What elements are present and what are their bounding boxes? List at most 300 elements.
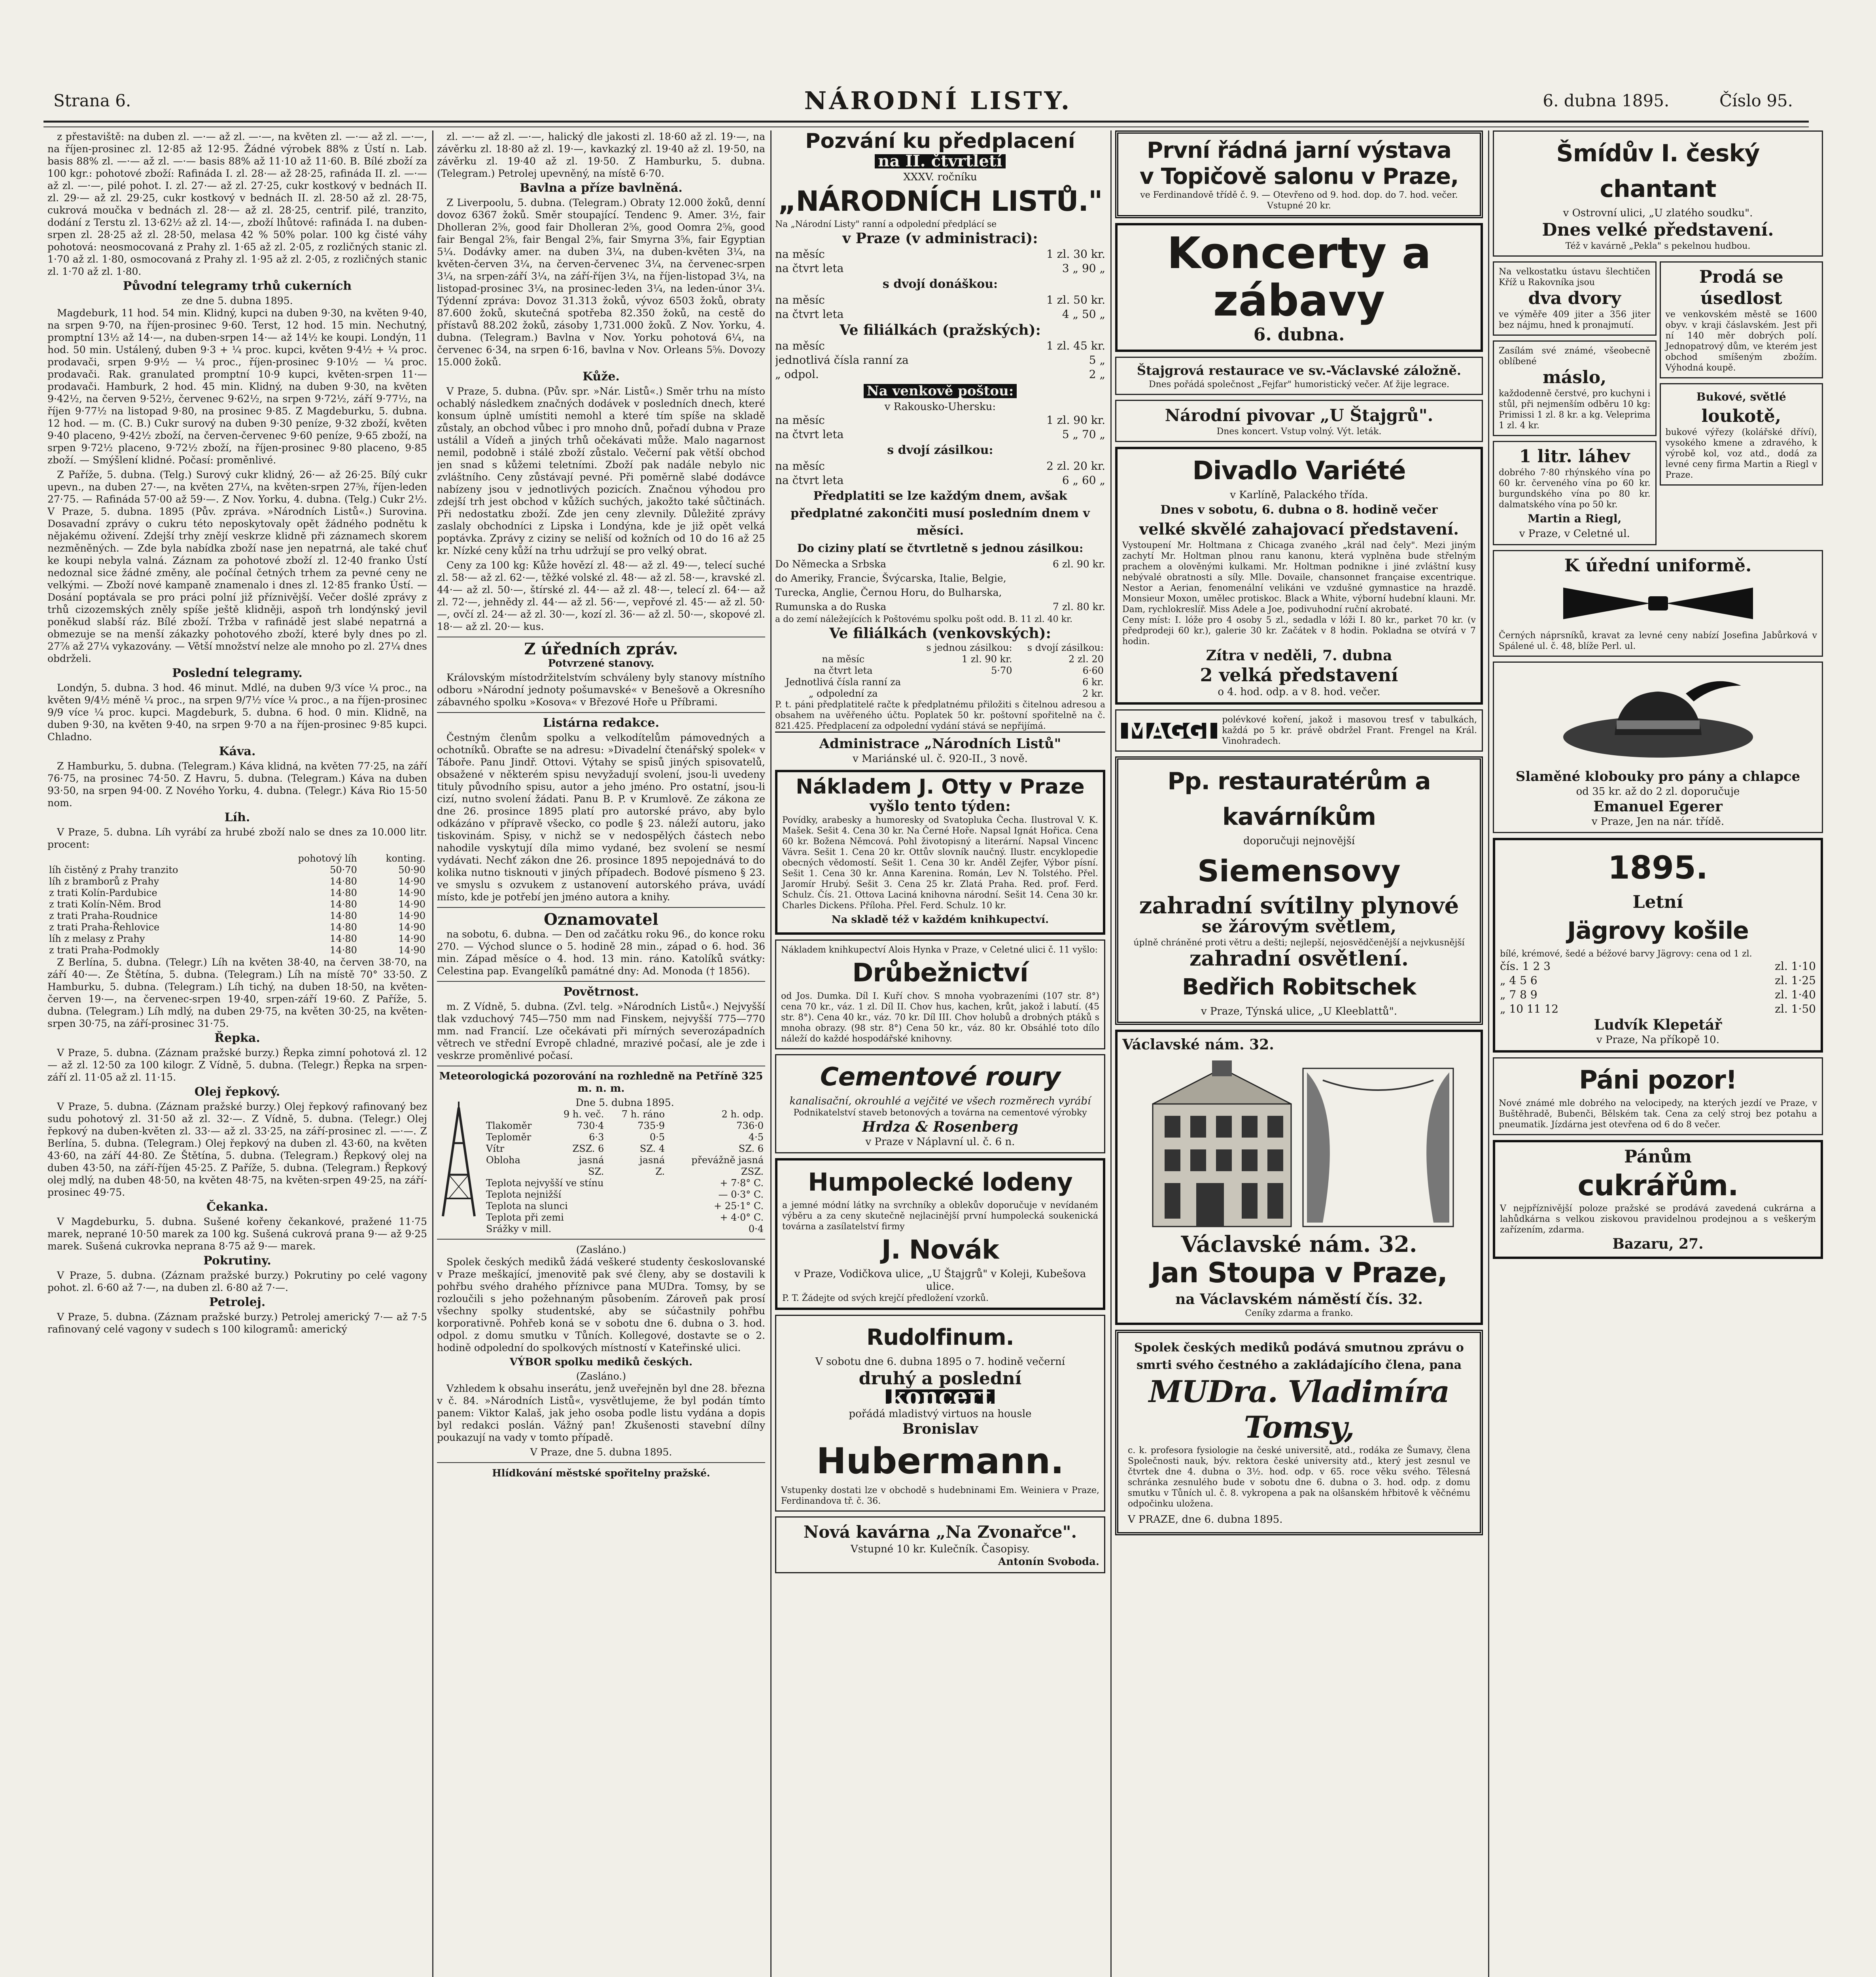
ticket-info: Vstupenky dostati lze v obchodě s hudebninami Em. Weiniera v Praze, Ferdinandova tř. č. 36. bbox=[781, 1486, 1099, 1506]
price-label: „ odpol. bbox=[775, 368, 819, 381]
price-row bbox=[775, 293, 1105, 307]
table-row bbox=[47, 899, 427, 910]
table-cell bbox=[912, 677, 1014, 688]
cement-text: kanalisační, okrouhlé a vejčité ve všech rozměrech vyrábí bbox=[789, 1095, 1091, 1107]
spokes-ad bbox=[1660, 383, 1823, 486]
petroleum-continued: zl. —·— až zl. —·—, halický dle jakosti zl. 18·60 až zl. 19·—, na závěrku zl. 18·80 až zl. 19·—, kavkazký zl. 19·40 až zl. 19·50, na závěrku zl. 19·40 až zl. 19·50. Z Hamburku, 5. dubna. (Telegram.) Petrolej upevněný, na místě 6·70. bbox=[437, 131, 765, 179]
concerts-date: 6. dubna. bbox=[1253, 325, 1345, 345]
notice-text: Vzhledem k obsahu inserátu, jenž uveřejněn byl dne 28. března v č. 84. »Národních Listů«, vysvětlujeme, že byl podán tímto panem: Viktor Kalaš, jak jeho osoba podle listu vydána a dopis byl redakci poslán. Vážný pan! Zkušenosti stavební dílny poukazují na vady v tomto případě. bbox=[437, 1383, 765, 1443]
price-label: na čtvrt leta bbox=[775, 262, 844, 275]
table-row bbox=[484, 1166, 765, 1178]
subscription-ad bbox=[775, 130, 1105, 765]
table-row bbox=[484, 1223, 765, 1235]
price-label: na měsíc bbox=[775, 459, 825, 473]
cafe-sub: Vstupné 10 kr. Kulečník. Časopisy. bbox=[851, 1543, 1030, 1555]
price-value: 6 zl. 90 kr. bbox=[1053, 558, 1105, 570]
table-header: 2 h. odp. bbox=[721, 1109, 764, 1120]
table-row bbox=[47, 887, 427, 899]
article-sugar bbox=[47, 130, 427, 1335]
table-row bbox=[47, 922, 427, 933]
maggi-ad bbox=[1115, 709, 1483, 752]
shirts-address: v Praze, Na příkopě 10. bbox=[1596, 1034, 1719, 1046]
sugar-text: z přestaviště: na duben zl. —·— až zl. —·—, na květen zl. —·— až zl. —·—, na říjen-prosinec zl. 12·85 až 12·95. Žádné výrobek 88% z Ústí n. Lab. basis 88% zl. —·— až zl. —·— basis 88% až 11·10 až 11·60. B. Bílé zboží za 100 kgr.: pohotové zboží: Rafináda I. zl. 28·— až 28·25, rafináda II. zl. —·— až zl. —·—, pilé pohot. I. zl. 27·— až zl. 27·25, cukr kostkový v bednách II. zl. 29·— až zl. 29·25, cukr kostkový v bednách II. zl. 28·50 až zl. 28·75, cukrová moučka v bednách zl. 28·— až zl. 28·25, centrif. pilé, tranzito, dodání z Terstu zl. 13·62½ až zl. 14·—, zboží lhůtové: rafináda I. na duben-srpen zl. 28·25 až zl. 28·50, melasa 42 % 50% polar. 100 kg čisté váhy pohotová: neosmocovaná z Prahy zl. 1·65 až zl. 2·05, z rozličných stanic zl. 1·70 až zl. 1·80, osmocovaná z Prahy zl. 1·95 až zl. 2·05, z rozličných stanic zl. 1·70 až zl. 1·80. bbox=[47, 131, 427, 277]
table-cell: Teplota nejvyšší ve stínu bbox=[486, 1178, 604, 1189]
table-cell: jasná bbox=[579, 1155, 604, 1166]
table-cell: 2 zl. 20 bbox=[1068, 654, 1104, 665]
price-label: na měsíc bbox=[775, 248, 825, 261]
variete-address: v Karlíně, Palackého třída. bbox=[1230, 489, 1368, 501]
administration-address: v Mariánské ul. č. 920-II., 3 nově. bbox=[853, 753, 1028, 765]
price-row bbox=[775, 413, 1105, 427]
humpolec-text: a jemné módní látky na svrchníky a oblekův doporučuje v nevídaném výběru a za ceny skutečně nejlacinější první humpolecká soukenická továrna a zasílatelství firmy bbox=[782, 1200, 1098, 1232]
table-header: pohotový líh bbox=[298, 853, 357, 864]
table-row bbox=[484, 1178, 765, 1189]
shirts-heading: Jägrovy košile bbox=[1567, 917, 1749, 945]
price-label: Do Německa a Srbska bbox=[775, 558, 887, 570]
cotton-heading: Bavlna a příze bavlněná. bbox=[520, 181, 683, 195]
table-cell: líh z melasy z Prahy bbox=[49, 933, 145, 944]
curtains-address-top: Václavské nám. 32. bbox=[1122, 1036, 1274, 1053]
table-row bbox=[775, 665, 1105, 677]
letters-text: Čestným členům spolku a velkodítelům pámovedných a ochotníků. Obraťte se na adresu: »Divadelní čtenářský spolek« v Táboře. Panu Jindř. Ottovi. Výtahy se spisů jiných spisovatelů, obsažené v některém spisu nevyžadují svolení, jsou-li uvedeny tituly původního spisu, autor a jeho jméno. Pro ostatní, jsou-li cizí, nutno svolení žádati. Panu B. P. v Krumlově. Ze zákona ze dne 26. prosince 1895 platí pro autorské právo, aby bylo odkázáno v přípravě všecko, co podle § 23. náleží autoru, jako tiskovinám. Spisy, v nichž se v nedospělých částech nebo nahodile vyskytují díla mimo vydané, bez svolení se nesmí vydávati. Nechť zákon dne 26. prosince 1895 nepojednává to do kolika nutno tisknouti v jiných případech. Bodové písmeno § 23. ve smyslu s ozvukem z ustanovení autorského práva, uvádí místo, kde je potřebí jen jméno autora a knihy. bbox=[437, 732, 765, 903]
abroad-heading: Do ciziny platí se čtvrtletně s jednou zásilkou: bbox=[797, 542, 1084, 555]
exhibition-text: ve Ferdinandově třídě č. 9. — Otevřeno od 9. hod. dop. do 7. hod. večer. Vstupné 20 kr. bbox=[1140, 190, 1458, 211]
estate-ad bbox=[1493, 261, 1657, 336]
column-ads-right bbox=[1493, 130, 1823, 1977]
subscription-intro: Na „Národní Listy" ranní a odpolední předplácí se bbox=[775, 219, 997, 229]
concert-label: koncert bbox=[886, 1389, 995, 1404]
table-cell: na čtvrt leta bbox=[813, 665, 873, 676]
table-cell: 735·9 bbox=[637, 1120, 665, 1131]
double-post-heading: s dvojí zásilkou: bbox=[887, 443, 993, 457]
price-label: do Ameriky, Francie, Švýcarska, Italie, Belgie, Turecka, Anglie, Černou Horu, do Bulharska, Rumunska a do Ruska bbox=[775, 573, 1006, 612]
table-cell: 4·5 bbox=[748, 1132, 764, 1143]
homestead-heading: Prodá se úsedlost bbox=[1699, 267, 1783, 308]
price-label: na čtvrt leta bbox=[775, 474, 844, 487]
otto-publisher-ad bbox=[775, 770, 1105, 935]
price-value: 6 „ 60 „ bbox=[1062, 474, 1105, 487]
otto-footer: Na skladě též v každém knihkupectví. bbox=[831, 914, 1049, 926]
cement-heading: Cementové roury bbox=[820, 1062, 1061, 1092]
table-cell: Teplota nejnižší bbox=[486, 1189, 562, 1200]
price-label: na měsíc bbox=[775, 339, 825, 352]
restaurant-heading: Štajgrová restaurace ve sv.-Václavské záložně. bbox=[1137, 363, 1462, 378]
hynek-text: Nákladem knihkupectví Alois Hynka v Praze, v Celetné ulici č. 11 vyšlo: bbox=[781, 945, 1098, 955]
hat-heading: Slaměné klobouky pro pány a chlapce bbox=[1515, 769, 1800, 784]
concerts-banner bbox=[1115, 223, 1483, 352]
announcer-heading: Oznamovatel bbox=[544, 910, 658, 929]
cement-label: Podnikatelství staveb betonových a továrna na cementové výrobky bbox=[793, 1108, 1087, 1118]
table-cell: ZSZ. bbox=[741, 1166, 764, 1177]
gas-lamp-text: úplně chráněné proti větru a dešti; nejlepší, nejosvědčenější a nejvkusnější bbox=[1133, 938, 1465, 948]
table-header: 9 h. več. bbox=[563, 1109, 604, 1120]
performer-surname: Hubermann. bbox=[816, 1440, 1064, 1482]
price-row bbox=[775, 367, 1105, 382]
table-cell: 736·0 bbox=[736, 1120, 764, 1131]
uniform-heading: K úřední uniformě. bbox=[1564, 556, 1752, 576]
letters-heading: Listárna redakce. bbox=[543, 716, 660, 730]
table-row bbox=[47, 945, 427, 956]
table-cell: Teploměr bbox=[486, 1132, 531, 1143]
date-text: 6. dubna 1895. bbox=[1543, 91, 1670, 110]
table-cell: líh z bramborů z Prahy bbox=[49, 876, 159, 887]
weather-text: m. Z Vídně, 5. dubna. (Zvl. telg. »Národních Listů«.) Nejvyšší tlak vzduchový 745—750 mm nad Finskem, nejvyšší 775—770 mm. nad Francií. Lze očekávati při mírných severozápadních větrech ve střední Evropě chladné, mrazivé počasí, ale je zde i veskrze proměnlivé počasí. bbox=[437, 1001, 765, 1061]
robitschek-name: Bedřich Robitschek bbox=[1182, 974, 1416, 1000]
price-value: zl. 1·40 bbox=[1775, 988, 1816, 1001]
article-trade bbox=[437, 130, 765, 1479]
issue-date bbox=[1543, 85, 1793, 117]
page-number: Strana 6. bbox=[53, 91, 131, 110]
price-row bbox=[1500, 1002, 1816, 1016]
table-cell: 730·4 bbox=[577, 1120, 604, 1131]
telegrams-text: Magdeburk, 11 hod. 54 min. Klidný, kupci na duben 9·30, na květen 9·40, na srpen 9·70, na říjen-prosinec 9·60. Terst, 12 hod. 15 min. Nechutný, promptní 13½ až 14·—, na duben-srpen 14·— až 14½ ke koupi. Londýn, 11 hod. 50 min. Ustálený, duben 9·3 + ¼ proc. kupci, květen 9·4½ + ¼ proc. prodavači, srpen 9·9½ — ¼ proc., říjen-prosinec 9·10½ — ¼ proc. prodavači. Rak. granulated promptní 10·9 kupci, květen-srpen 11·— prodavači. Hamburk, 2 hod. 45 min. Klidný, na duben 9·30, na květen 9·42½, na červen 9·52½, červenec 9·62½, na srpen 9·72½, září 9·77½, na říjen 9·77½ na listopad 9·80, na prosinec 9·85. Z Magdeburku, 5. dubna. 12 hod. — m. (C. B.) Cukr surový na duben 9·30 peníze, 9·32 zboží, květen 9·40 placeno, 9·42½ zboží, na červen-červenec 9·60 peníze, 9·65 zboží, na srpen 9·72½ placeno, 9·72½ zboží, na říjen-prosinec 9·80 placeno, 9·85 zboží. — Smýšlení klidné. Počasí: proměnlivé. bbox=[47, 307, 427, 466]
subscription-title: Pozvání ku předplacení bbox=[805, 130, 1075, 153]
bow-tie-image bbox=[1547, 580, 1769, 627]
table-cell: 14·90 bbox=[398, 910, 426, 921]
price-value: 1 zl. 45 kr. bbox=[1046, 339, 1105, 352]
shirts-firm: Ludvík Klepetář bbox=[1594, 1017, 1722, 1033]
price-row bbox=[775, 427, 1105, 442]
chantant-text: Též v kavárně „Pekla" s pekelnou hudbou. bbox=[1565, 241, 1751, 251]
table-cell: 14·80 bbox=[330, 910, 357, 921]
price-label: „ 10 11 12 bbox=[1500, 1002, 1559, 1015]
rape-text: V Praze, 5. dubna. (Záznam pražské burzy.) Řepka zimní pohotová zl. 12 — až zl. 12·50 za 100 kilogr. Z Vídně, 5. dubna. (Telegr.) Řepka na srpen-září zl. 11·05 až zl. 11·15. bbox=[47, 1047, 427, 1083]
variete-program: Vystoupení Mr. Holtmana z Chicaga zvaného „král nad čely". Mezi jiným zachytí Mr. Holtman plnou ranu kanonu, která vyplněna bude střelným prachem a olověnými kulkami. Mr. Holtman podnikne i jiné zvláštní kusy nebývalé obratnosti a síly. Mlle. Dovaile, chansonnet française excentrique. Nestor a Aerian, fenomenální velikáni ve vzdušné gymnastice na hrazdě. Monsieur Moxon, umělec protiskoc. Black a White, výborní hudební klauni. Mr. Dam, rychlokreslíř. Miss Adele a Joe, podivuhodní ruční akrobaté. bbox=[1122, 541, 1476, 614]
shop-name: Jan Stoupa v Praze, bbox=[1151, 1257, 1447, 1289]
price-row bbox=[1500, 973, 1816, 988]
uniform-text: Černých náprsníků, kravat za levné ceny nabízí Josefina Jabůrková v Spálené ul. č. 48, blíže Perl. ul. bbox=[1499, 631, 1817, 651]
price-label: na čtvrt leta bbox=[775, 428, 844, 441]
price-label: jednotlivá čísla ranní za bbox=[775, 353, 909, 367]
official-text: Královským místodržitelstvím schváleny byly stanovy místního odboru »Národní jednoty pošumavské« v Benešově a Okresního zábavného spolku »Kosova« v Březové Hoře u Příbrami. bbox=[437, 672, 765, 708]
price-row bbox=[775, 459, 1105, 473]
cement-firm: Hrdza & Rosenberg bbox=[862, 1119, 1018, 1135]
rape-heading: Řepka. bbox=[214, 1031, 260, 1045]
poultry-heading: Drůbežnictví bbox=[852, 958, 1028, 988]
table-cell: 14·90 bbox=[398, 876, 426, 887]
estate-details: ve výměře 409 jiter a 356 jiter bez nájmu, hned k pronajmutí. bbox=[1499, 310, 1651, 330]
table-cell: 5·70 bbox=[991, 665, 1012, 676]
confectioners-bazar: Bazaru, 27. bbox=[1612, 1236, 1704, 1252]
table-row bbox=[47, 864, 427, 876]
table-cell: + 25·1° C. bbox=[714, 1200, 764, 1212]
table-row bbox=[484, 1120, 765, 1132]
subscription-note: P. t. páni předplatitelé račte k předplatnému přiložiti s čitelnou adresou a obsahem na uvěřeného účtu. Poplatek 50 kr. poštovní spořitelně na č. 821.425. Předplacení za odpolední vydání stává se nepřijímá. bbox=[775, 700, 1105, 731]
concert-second: druhý a poslední bbox=[859, 1368, 1022, 1389]
price-value: 1 zl. 30 kr. bbox=[1046, 248, 1105, 261]
concert-sub: pořádá mladistvý virtuos na housle bbox=[849, 1408, 1032, 1420]
novak-name: J. Novák bbox=[881, 1234, 999, 1265]
obituary-name: MUDra. Vladimíra Tomsy, bbox=[1148, 1374, 1450, 1445]
price-row bbox=[775, 261, 1105, 276]
concert-date: V sobotu dne 6. dubna 1895 o 7. hodině večerní bbox=[815, 1356, 1065, 1368]
wine-bottle-ad bbox=[1493, 441, 1657, 545]
gas-lamp-sub: doporučuji nejnovější bbox=[1243, 835, 1355, 847]
estate-text: Na velkostatku ústavu šlechtičen Kříž u Rakovníka jsou bbox=[1499, 267, 1651, 287]
table-cell: 14·90 bbox=[398, 945, 426, 956]
paper-name: „NÁRODNÍCH LISTŮ." bbox=[778, 185, 1103, 217]
variete-two-shows-time: o 4. hod. odp. a v 8. hod. večer. bbox=[1218, 686, 1381, 698]
table-cell: líh čistěný z Prahy tranzito bbox=[49, 864, 178, 875]
table-row bbox=[484, 1212, 765, 1223]
issue-number: Číslo 95. bbox=[1719, 91, 1793, 110]
table-row bbox=[484, 1132, 765, 1143]
wine-text: dobrého 7·80 rhýnského vína po 60 kr. červeného vína po 60 kr. burgundského vína po 80 kr. dalmatského vína po 50 kr. bbox=[1499, 468, 1651, 510]
divider bbox=[437, 712, 765, 713]
table-cell: 14·80 bbox=[330, 933, 357, 944]
medic-text: Spolek českých mediků žádá veškeré studenty českoslovanské v Praze meškající, jmenovitě pak své členy, aby se dostavili k pohřbu svého drahého příznivce pana MUDra. Tomsy, by se rozloučili s jeho požehnaným působením. Zároveň pak prosí všechny spolky studentské, aby se súčastnily pohřbu korporativně. Pohřeb koná se v sobotu dne 6. dubna o 3. hod. odpol. z domu smutku v Tůních. Kollegové, dostavte se o 2. hodině odpolední do spolkových místností v Kateřinské ulici. bbox=[437, 1256, 765, 1353]
masthead: NÁRODNÍ LISTY. bbox=[804, 86, 1072, 115]
country-heading: Na venkově poštou: bbox=[864, 384, 1017, 398]
table-cell: + 7·8° C. bbox=[720, 1178, 764, 1189]
oil-text: V Praze, 5. dubna. (Záznam pražské burzy.) Olej řepkový rafinovaný bez sudu pohotový zl. 31·50 až zl. 32·—. Z Vídně, 5. dubna. (Telegr.) Olej řepkový na duben-květen zl. 33·— až zl. 33·25, na září-prosinec zl. —·—. Z Berlína, 5. dubna. (Telegram.) Olej řepkový na duben zl. 43·60, na květen 43·60, na září 44·80. Ze Štětína, 5. dubna. (Telegram.) Řepkový olej na duben 43·50, na září-říjen 45·25. Z Paříže, 5. dubna. (Telegram.) Řepkový olej mdlý, na duben 48·50, na květen 48·75, na květen-srpen 49·25, na září-prosinec 49·75. bbox=[47, 1101, 427, 1198]
table-row bbox=[484, 1200, 765, 1212]
oilcake-heading: Pokrutiny. bbox=[203, 1254, 271, 1268]
variete-heading: Divadlo Variété bbox=[1192, 456, 1406, 486]
table-header: 7 h. ráno bbox=[621, 1109, 665, 1120]
confectioners-ad bbox=[1493, 1140, 1823, 1259]
table-header: s jednou zásilkou: bbox=[926, 642, 1012, 653]
meteo-extra-table bbox=[484, 1178, 765, 1235]
table-cell: na měsíc bbox=[822, 654, 865, 665]
butter-heading: Zasílám své známé, všeobecně oblíbené bbox=[1499, 346, 1651, 367]
table-cell: — 0·3° C. bbox=[718, 1189, 764, 1200]
price-row bbox=[775, 247, 1105, 261]
wine-heading: 1 litr. láhev bbox=[1519, 446, 1630, 467]
maggi-text: polévkové koření, jakož i masovou tresť v tabulkách, každá po 5 kr. právě obdržel Frant. Frengel na Král. Vinohradech. bbox=[1222, 715, 1477, 746]
spring-exhibition-ad bbox=[1115, 130, 1483, 218]
table-cell: 0·5 bbox=[649, 1132, 665, 1143]
table-cell: ZSZ. 6 bbox=[572, 1143, 604, 1154]
humpolec-cloth-ad bbox=[775, 1158, 1105, 1310]
homestead-ad bbox=[1660, 261, 1823, 378]
price-value: 2 zl. 20 kr. bbox=[1046, 459, 1105, 473]
chicory-heading: Čekanka. bbox=[206, 1200, 268, 1214]
coffee-heading: Káva. bbox=[219, 745, 256, 758]
table-header bbox=[775, 642, 912, 654]
price-row bbox=[775, 571, 1105, 614]
table-cell: 0·4 bbox=[748, 1223, 764, 1234]
prepay-note: Předplatiti se lze každým dnem, avšak předplatné zakončiti musí posledním dnem v měsíci. bbox=[790, 489, 1090, 538]
header-rule bbox=[43, 121, 1809, 127]
spirit-table bbox=[47, 853, 427, 956]
obituary-ad bbox=[1115, 1330, 1483, 1535]
table-cell: z trati Kolín-Něm. Brod bbox=[49, 899, 161, 910]
chantant-address: v Ostrovní ulici, „U zlatého soudku". bbox=[1563, 207, 1753, 219]
price-label: na čtvrt leta bbox=[775, 308, 844, 321]
cement-address: v Praze v Náplavní ul. č. 6 n. bbox=[865, 1136, 1015, 1148]
brewery-ad bbox=[1115, 400, 1483, 442]
brewery-text: Dnes koncert. Vstup volný. Výt. leták. bbox=[1216, 427, 1382, 437]
zaslano-label: (Zasláno.) bbox=[576, 1244, 626, 1255]
table-row bbox=[47, 876, 427, 887]
table-row bbox=[484, 1143, 765, 1155]
variete-sunday: Zítra v neděli, 7. dubna bbox=[1206, 647, 1392, 664]
otto-text: Povídky, arabesky a humoresky od Svatopluka Čecha. Ilustroval V. K. Mašek. Sešit 4. Cena 30 kr. Na Černé Hoře. Napsal Ignát Hořica. Cena 60 kr. Božena Němcová. Pohl životopisný a literární. Napsal Vincenc Vávra. Sešit 1. Cena 20 kr. Ottův slovník naučný. Ilustr. encyklopedie obecných vědomostí. Sešit 1. Cena 30 kr. Anděl Zejfer, Výbor písní. Sešit 1. Cena 30 kr. Anna Karenina. Román, Lev N. Tolstého. Přel. Jaromír Hrubý. Sešit 3. Cena 25 kr. Zlatá Praha. Red. prof. Ferd. Schulz. Čís. 21. Ottova Laciná knihovna národní. Sešit 14. Cena 30 kr. Charles Dickens. Příloha. Přel. Ferd. Schulz. 10 kr. bbox=[782, 815, 1098, 911]
price-label: „ 7 8 9 bbox=[1500, 988, 1537, 1001]
country-branches-table bbox=[775, 642, 1105, 699]
garden-lighting: zahradní osvětlení. bbox=[1190, 947, 1409, 971]
divider bbox=[437, 981, 765, 982]
maggi-logo: MAGGI bbox=[1121, 723, 1217, 739]
curtains-ad bbox=[1115, 1030, 1483, 1325]
hynek-publisher-ad bbox=[775, 939, 1105, 1049]
table-cell: 14·80 bbox=[330, 922, 357, 933]
table-cell: Teplota při zemi bbox=[486, 1212, 564, 1223]
chantant-ad bbox=[1493, 130, 1823, 257]
performer-first-name: Bronislav bbox=[902, 1421, 978, 1437]
table-row bbox=[775, 688, 1105, 699]
price-row bbox=[775, 473, 1105, 488]
otto-heading: Nákladem J. Otty v Praze bbox=[796, 775, 1085, 799]
table-cell: 6·60 bbox=[1082, 665, 1104, 676]
table-cell: z trati Kolín-Pardubice bbox=[49, 887, 157, 898]
column-ads-main bbox=[1115, 130, 1483, 1977]
price-value: zl. 1·25 bbox=[1775, 974, 1816, 987]
price-value: 4 „ 50 „ bbox=[1062, 308, 1105, 321]
leather-text: V Praze, 5. dubna. (Pův. spr. »Nár. Listů«.) Směr trhu na místo ochablý následkem značných dodávek v posledních dnech, které konsum úplně umístiti nemohl a které tím spíše na skladě zůstaly, an obchod vůbec i pro mnoho dnů, pořadí dubna v Praze ustálil a Vídeň a jiných trhů očekávati může. Malo nagarnost nemil, podobně i stálé zboží zůstalo. Večerní pak větší obchod jen snad s kůžemi teletními. Zboží pak nadále nebylo nic zvláštního. Ceny zůstávají pevné. Při poměrně slabé dodávce nabízeny jsou v jednotlivých pozicích. Značnou výhodou pro zdejší trh jest obchod v kůžích suchých, jakožto také sůčtinách. Při nedostatku zboží. Zde jen ceny zlevnily. Důležité zprávy zaslaly obchodníci z Lipska i Londýna, kde je již opět velká poptávka. Zprávy z ciziny se neliší od kožních od 10 do 16 až 25 kr. Nízké ceny kůží na trhu udržují se pro velký obrat. bbox=[437, 386, 765, 556]
spokes-label: loukotě, bbox=[1701, 406, 1781, 426]
last-telegrams-heading: Poslední telegramy. bbox=[172, 666, 303, 680]
table-row bbox=[484, 1189, 765, 1200]
brewery-heading: Národní pivovar „U Štajgrů". bbox=[1165, 406, 1433, 425]
divider bbox=[437, 1462, 765, 1463]
curtains-number: Václavské nám. 32. bbox=[1181, 1231, 1417, 1257]
meteo-heading: Meteorologická pozorování na rozhledně na Petříně 325 m. n. m. bbox=[439, 1070, 763, 1094]
robitschek-address: v Praze, Týnská ulice, „U Kleeblattů". bbox=[1201, 1006, 1397, 1017]
hat-image bbox=[1555, 670, 1761, 765]
exhibition-sub: v Topičově salonu v Praze, bbox=[1139, 164, 1459, 189]
gas-lamp-product: zahradní svítilny plynové bbox=[1139, 892, 1459, 919]
prague-heading: v Praze (v administraci): bbox=[842, 230, 1038, 247]
table-cell: 14·90 bbox=[398, 922, 426, 933]
table-cell: Obloha bbox=[486, 1155, 520, 1166]
oil-heading: Olej řepkový. bbox=[194, 1085, 280, 1099]
table-cell: SZ. 6 bbox=[738, 1143, 764, 1154]
table-cell: SZ. 4 bbox=[639, 1143, 665, 1154]
price-row bbox=[1500, 959, 1816, 973]
prague-sugar-text: Z Paříže, 5. dubna. (Telg.) Surový cukr klidný, 26·— až 26·25. Bílý cukr upevn., na duben 27·—, na květen 27¼, na květen-srpen 27⅝, říjen-leden 27·75. — Rafináda 57·00 až 59·—. Z Nov. Yorku, 4. dubna. (Telg.) Cukr 2½. V Praze, 5. dubna. 1895 (Pův. zpráva. »Národních Listů«.) Surovina. Dosavadní zprávy o cukru této neposkytovaly opět žádného podnětu k nějakému oživení. Zdejší trhy znějí veskrze klidně při záznamech skorem nezměněných. — Zde byla nabídka zboží nase jen nepatrná, ale také chuť ke koupi nebyla valná. Záznam za pohotové zboží zl. 12·40 franko Ústí nedoznal sice žádné změny, ale počínal četných trhem za pevné ceny ne velkými. — Zboží nové kampaně znamenalo i dnes zl. 12·85 franko Ústí. — Dosání poptávala se pro práci polní již příznivější. Večer došlé zprávy z trhů cizozemských zněly spíše ještě klidněji, aspoň trh londýnský jevil poněkud slabší ráz. Bílé zboží. Tržba v rafinádě jest slabé nepatrná a obmezuje se na menší zákazky pohotového zboží, které byly dnes po zl. 27⅞ až 27¼ vykazovány. — Větší množství nelze ale mnoho po zl. 27¼ dnes obdrželi. bbox=[47, 469, 427, 664]
oilcake-text: V Praze, 5. dubna. (Záznam pražské burzy.) Pokrutiny po celé vagony pohot. zl. 6·60 až 7·—, na duben zl. 6·80 až 7·—. bbox=[47, 1270, 427, 1293]
building-engraving bbox=[1137, 1057, 1461, 1230]
table-header bbox=[484, 1109, 548, 1120]
table-cell: Tlakoměr bbox=[486, 1120, 532, 1131]
announcer-text: na sobotu, 6. dubna. — Den od začátku roku 96., do konce roku 270. — Východ slunce o 5. hodině 28 min., západ o 6. hod. 36 min. Západ měsíce o 4. hod. 13 min. ráno. Katolíků svátky: Celestina pap. Evangelíků památné dny: Ad. Monoda († 1856). bbox=[437, 928, 765, 977]
table-cell bbox=[484, 1166, 548, 1178]
table-row bbox=[775, 654, 1105, 665]
table-cell: 50·90 bbox=[398, 864, 426, 875]
shop-note: Ceníky zdarma a franko. bbox=[1245, 1308, 1353, 1318]
divider bbox=[437, 907, 765, 908]
petroleum-text: V Praze, 5. dubna. (Záznam pražské burzy.) Petrolej americký 7·— až 7·5 rafinovaný celé vagony v sudech s 100 kilogramů: americký bbox=[47, 1311, 427, 1335]
shirts-text: bílé, krémové, šedé a béžové barvy Jägrovy: cena od 1 zl. bbox=[1500, 949, 1752, 959]
price-label: na měsíc bbox=[775, 293, 825, 306]
rudolfinum-concert-ad bbox=[775, 1315, 1105, 1512]
cafe-owner: Antonín Svoboda. bbox=[998, 1556, 1099, 1568]
price-value: zl. 1·50 bbox=[1775, 1002, 1816, 1015]
telegrams-date: ze dne 5. dubna 1895. bbox=[182, 295, 293, 306]
poultry-text: od Jos. Dumka. Díl I. Kuří chov. S mnoha vyobrazeními (107 str. 8°) cena 70 kr., váz. 1 zl. Díl II. Chov hus, kachen, krůt, jakož i labutí. (45 str. 8°). Cena 40 kr., váz. 70 kr. Díl III. Chov holubů a drobných ptáků s mnoha obrazy. (98 str. 8°) Cena 50 kr., váz. 80 kr. Obsáhlé toto dílo náleží do každé hospodářské knihovny. bbox=[781, 991, 1099, 1044]
table-cell: 14·80 bbox=[330, 899, 357, 910]
homestead-text: ve venkovském městě se 1600 obyv. v kraji čáslavském. Jest při ní 140 měr dobrých polí. Jednopatrový dům, ve kterém jest obchod smíšeným zbožím. Výhodná koupě. bbox=[1665, 310, 1817, 373]
price-value: 5 „ bbox=[1089, 353, 1105, 367]
gas-lamp-feature: se žárovým světlem, bbox=[1201, 917, 1397, 937]
cement-pipes-ad bbox=[775, 1054, 1105, 1153]
obituary-signature: V PRAZE, dne 6. dubna 1895. bbox=[1128, 1514, 1283, 1525]
abroad-note: a do zemí náležejících k Poštovému spolku pošt odd. B. 11 zl. 40 kr. bbox=[775, 614, 1073, 624]
shop-address: na Václavském náměstí čís. 32. bbox=[1175, 1291, 1423, 1308]
table-cell: 6 kr. bbox=[1082, 677, 1104, 688]
price-value: 5 „ 70 „ bbox=[1062, 428, 1105, 441]
table-cell: Srážky v mill. bbox=[486, 1223, 552, 1234]
table-cell: SZ. bbox=[588, 1166, 604, 1177]
column-divider bbox=[770, 130, 772, 1977]
chicory-text: V Magdeburku, 5. dubna. Sušené kořeny čekankové, pražené 11·75 marek, neprané 10·50 marek za 100 kg. Sušená cukrová prana 9·— až 9·25 marek. Sušená cukrovka neprana 8·75 až 9·— marek. bbox=[47, 1216, 427, 1252]
zvonarka-cafe-ad bbox=[775, 1516, 1105, 1573]
price-value: zl. 1·10 bbox=[1775, 960, 1816, 973]
novak-address: v Praze, Vodičkova ulice, „U Štajgrů" v Koleji, Kubešova ulice. bbox=[794, 1268, 1086, 1293]
zaslano-label-2: (Zasláno.) bbox=[576, 1370, 626, 1382]
petrin-tower-image bbox=[437, 1100, 480, 1218]
velocipede-text: Nové známé mle dobrého na velocipedy, na kterých jezdí ve Praze, v Buštěhradě, Bubenči, Bělském tak. Cena za celý stroj bez potahu a pneumatik. Jízdárna jest otevřena od 6 do 8 večer. bbox=[1499, 1098, 1817, 1130]
table-cell: jasná bbox=[639, 1155, 665, 1166]
table-row bbox=[47, 933, 427, 945]
spirit-text-2: Z Berlína, 5. dubna. (Telegr.) Líh na květen 38·40, na červen 38·70, na září 40·—. Ze Štětína, 5. dubna. (Telegram.) Líh na místě 70° 33·50. Z Hamburku, 5. dubna. (Telegram.) Líh tichý, na duben 18·50, na květen-červen 19·—, na červenec-srpen 19·40, srpen-září 19·60. Z Paříže, 5. dubna. (Telegram.) Líh mdlý, na duben 29·75, na květen 30·25, na květen-srpen 30·75, na září-prosinec 31·75. bbox=[47, 956, 427, 1029]
table-row bbox=[47, 910, 427, 922]
telegrams-heading: Původní telegramy trhů cukerních bbox=[123, 279, 352, 293]
price-label: na měsíc bbox=[775, 414, 825, 427]
table-cell: převážně jasná bbox=[691, 1155, 764, 1166]
spokes-text: bukové výřezy (kolářské dříví), vysokého kmene a zdravého, k výrobě kol, voz atd., dodá za levné ceny firma Martin a Riegl v Praze. bbox=[1665, 427, 1817, 480]
notice-signature: V Praze, dne 5. dubna 1895. bbox=[530, 1446, 672, 1458]
table-cell: + 4·0° C. bbox=[720, 1212, 764, 1223]
confectioners-label: cukrářům. bbox=[1577, 1169, 1738, 1202]
stajgr-restaurant-ad bbox=[1115, 357, 1483, 395]
table-cell: 14·80 bbox=[330, 945, 357, 956]
table-cell: „ odpolední za bbox=[808, 688, 878, 699]
obituary-text: c. k. profesora fysiologie na české universitě, atd., rodáka ze Šumavy, člena Společnosti nauk, býv. rektora české university atd., který jest zesnul ve čtvrtek dne 4. dubna o 3½. hod. odp. v 65. roce věku svého. Tělesná schránka zesnulého bude v sobotu dne 6. dubna o 3. hod. odp. z domu smutku v Tůních ul. č. 8. vykropena a pak na olšanském hřbitově k věčnému odpočinku uložena. bbox=[1128, 1446, 1470, 1509]
novak-note: P. T. Žádejte od svých krejčí předložení vzorků. bbox=[782, 1293, 989, 1303]
table-cell: 14·80 bbox=[330, 887, 357, 898]
estate-heading: dva dvory bbox=[1528, 288, 1621, 308]
cotton-text: Z Liverpoolu, 5. dubna. (Telegram.) Obraty 12.000 žoků, denní dovoz 6367 žoků. Směr stoupající. Tendenc 9. Amer. 3½, fair Dholleran 2⅝, good fair Dholleran 2⅝, good Oomra 2⅝, good fair Bengal 2⅝, fair Bengal 2⅝, fair Smyrna 3⅝, fair Egyptian 5¼. Dodávky amer. na duben 3¼, na duben-květen 3¼, na květen-červen 3¼, na červen-červenec 3¼, na červenec-srpen 3¼, na srpen-září 3¼, na září-říjen 3¼, na říjen-listopad 3¼, na listopad-prosinec 3¼, na prosinec-leden 3¼, na leden-únor 3¼. Týdenní zpráva: Dovoz 31.313 žoků, vývoz 6503 žoků, obraty 87.600 žoků, skutečná spotřeba 82.350 žoků, na cestě do přístavů 88.202 žoků, zásoby 1,731.000 žoků. Z Nov. Yorku, 4. dubna. (Telegram.) Bavlna v Nov. Yorku pohotová 6¼, na červenec 6·34, na srpen 6·16, bavlna v Nov. Orleans 5⅝. Dovozy 15.000 žoků. bbox=[437, 197, 765, 368]
price-row bbox=[775, 339, 1105, 353]
siemens-name: Siemensovy bbox=[1197, 853, 1401, 888]
table-cell: Jednotlivá čísla ranní za bbox=[785, 677, 901, 688]
column-divider bbox=[432, 130, 433, 1977]
obituary-heading: Spolek českých mediků podává smutnou zprávu o smrti svého čestného a zakládajícího člena, pana bbox=[1134, 1341, 1464, 1372]
variete-prices: Ceny míst: I. lóže pro 4 osoby 5 zl., sedadla v lóži I. 80 kr., parket 70 kr. (v předprodeji 60 kr.), galerie 30 kr. Začátek v 8 hodin. Pokladna se otvírá v 7 hodin. bbox=[1122, 615, 1476, 646]
butter-label: máslo, bbox=[1543, 367, 1607, 387]
chantant-heading: Šmídův I. český chantant bbox=[1556, 140, 1760, 203]
country-branches-heading: Ve filiálkách (venkovských): bbox=[829, 625, 1051, 642]
price-label: čís. 1 2 3 bbox=[1500, 960, 1551, 973]
column-divider bbox=[1110, 130, 1112, 1977]
butter-ad bbox=[1493, 340, 1657, 436]
meteo-table bbox=[484, 1109, 765, 1178]
divider bbox=[437, 1239, 765, 1240]
price-value: 7 zl. 80 kr. bbox=[1053, 601, 1105, 612]
table-cell: z trati Praha-Roudnice bbox=[49, 910, 158, 921]
table-row bbox=[484, 1155, 765, 1166]
hat-address: v Praze, Jen na nár. třídě. bbox=[1591, 816, 1725, 828]
year-label: XXXV. ročníku bbox=[903, 171, 977, 183]
country-sub: v Rakousko-Uhersku: bbox=[884, 401, 996, 413]
leather-heading: Kůže. bbox=[582, 370, 620, 384]
table-cell: z trati Praha-Podmokly bbox=[49, 945, 159, 956]
column-divider bbox=[1488, 130, 1489, 1977]
table-cell: 14·90 bbox=[398, 899, 426, 910]
